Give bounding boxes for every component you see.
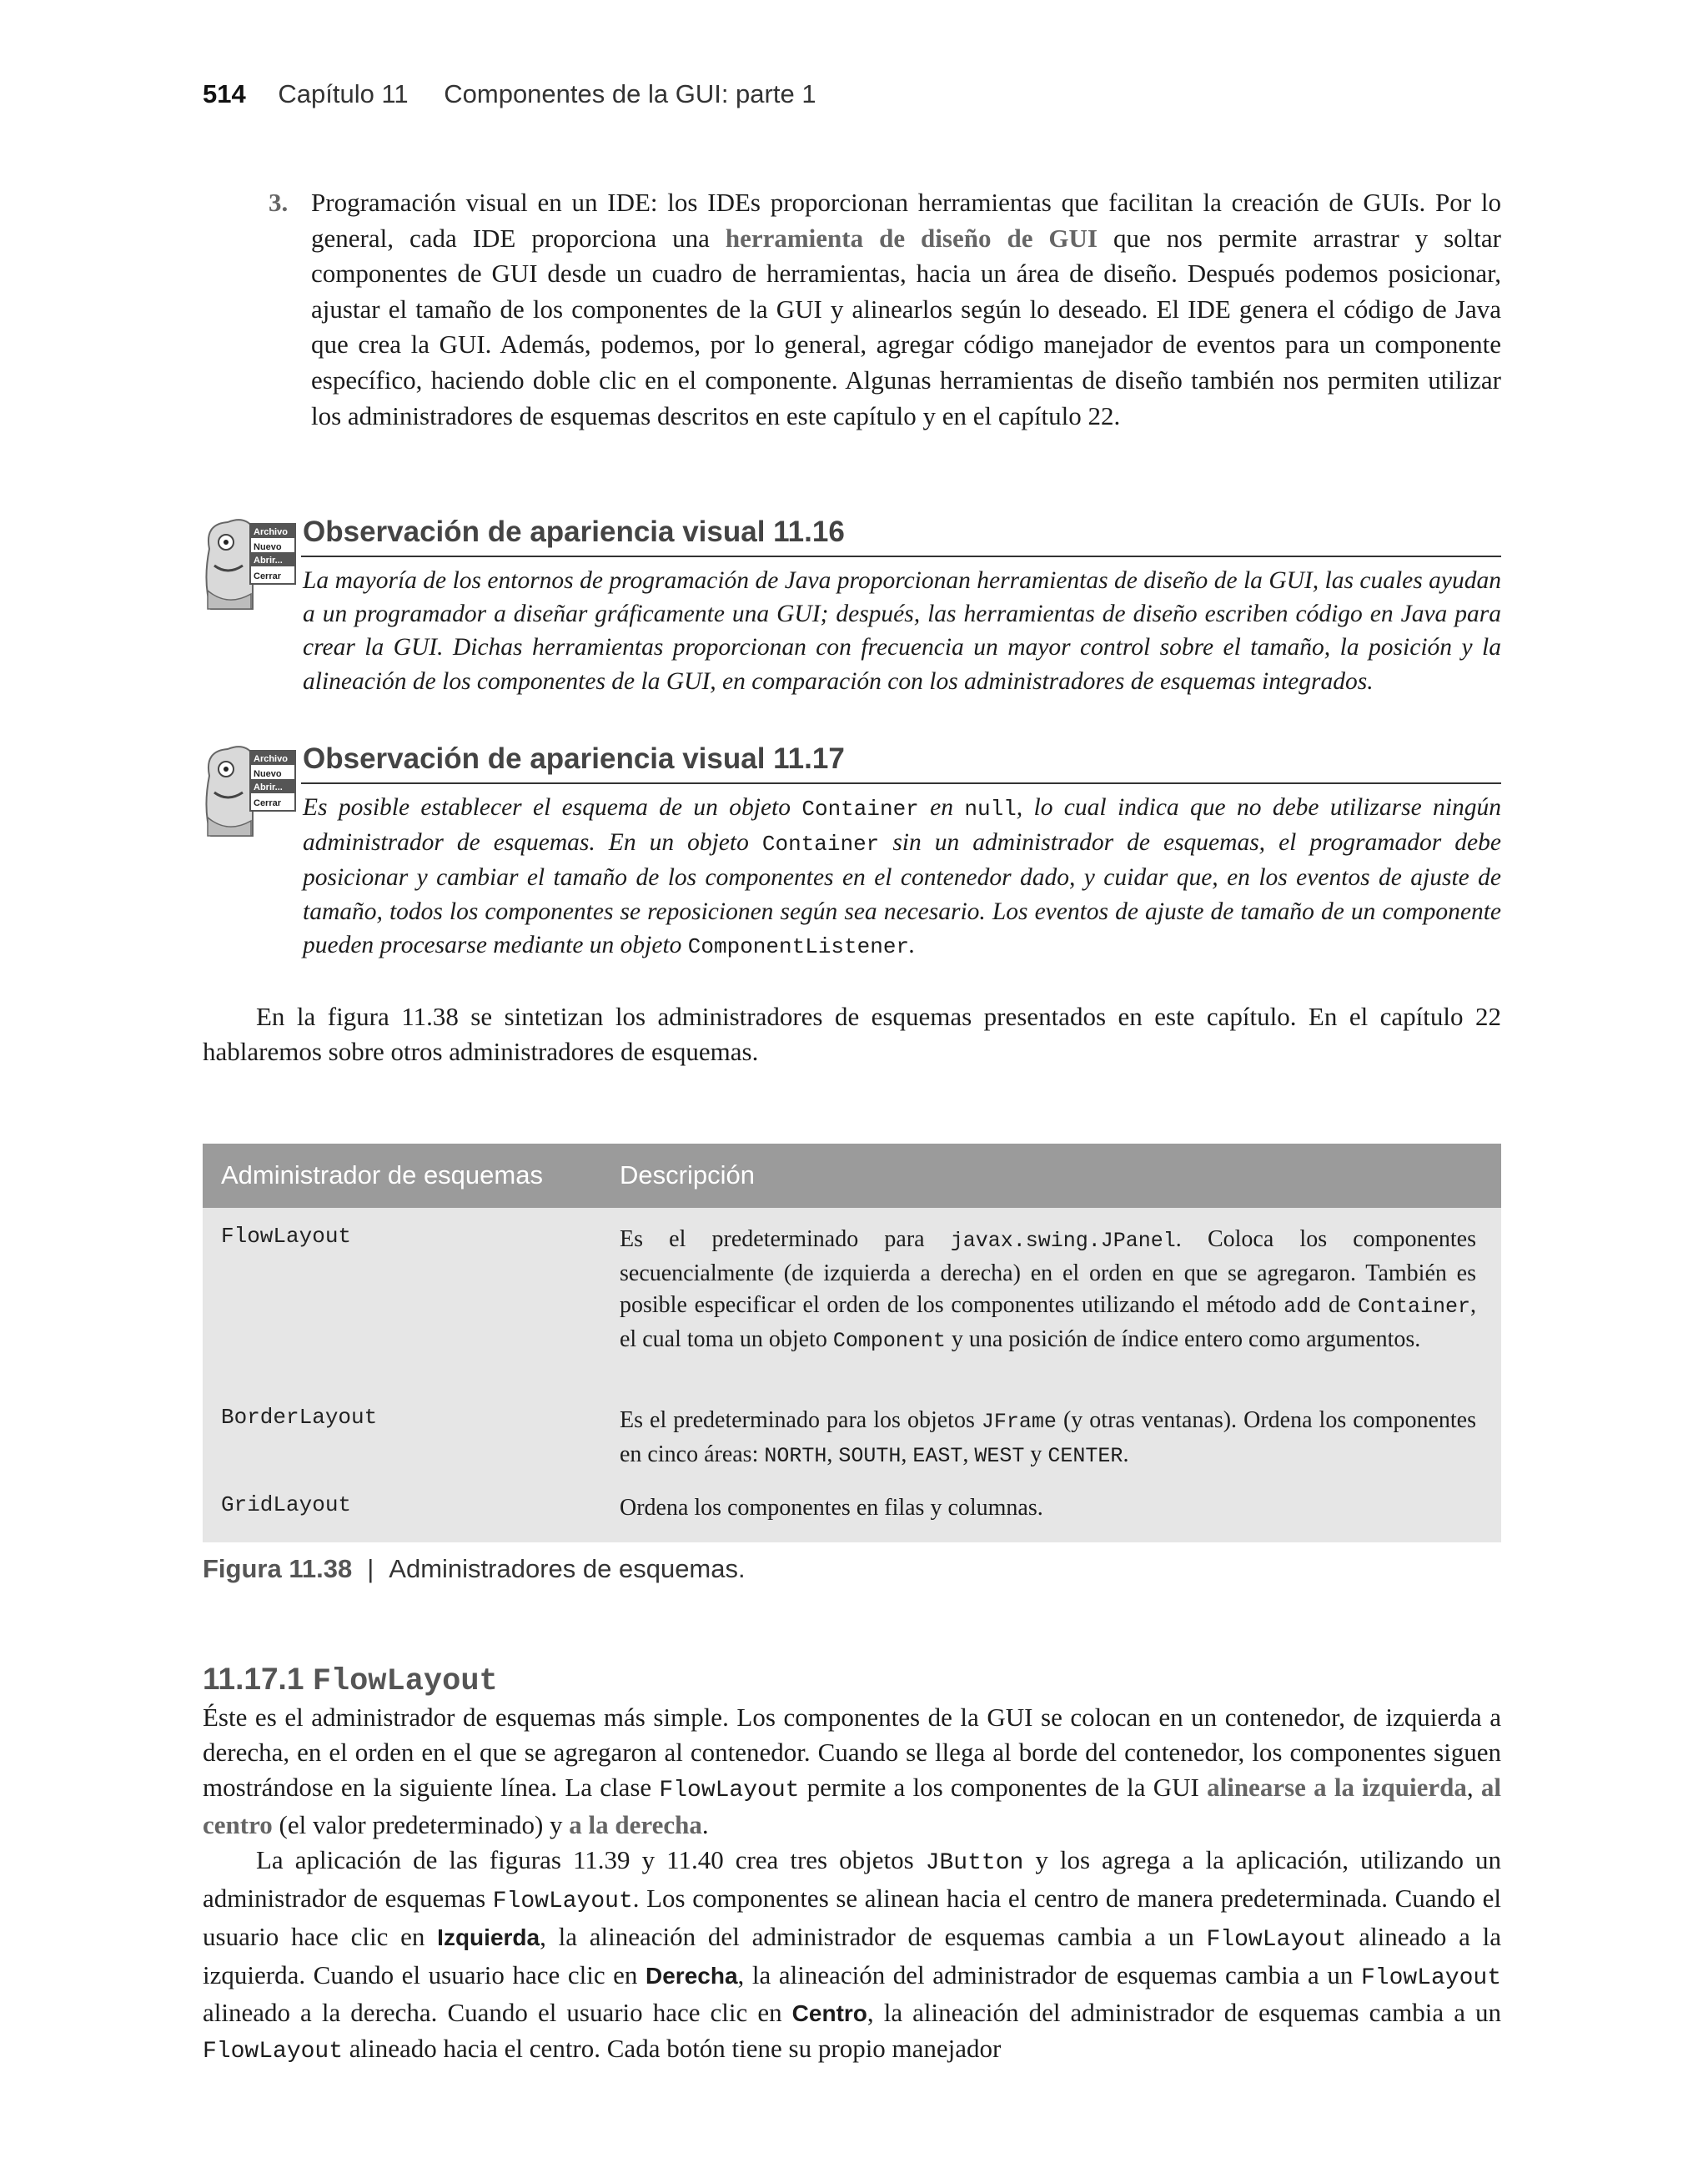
- observation-box-11-16: [203, 516, 1501, 707]
- text-run: Éste es el administrador de esquemas más simple. Los componentes de la GUI se colocan en un contenedor, de izquierda a derecha, en el orden en el que se agregaron al contenedor. Cuando se llega al borde del contenedor, los componentes siguen mostrándose en la siguiente línea. La clase: [203, 1703, 1501, 1802]
- text-run: Es posible establecer el esquema de un objeto: [303, 794, 802, 821]
- icon-menu-label: Nuevo: [254, 769, 282, 779]
- code-term: WEST: [974, 1443, 1025, 1468]
- caption-separator: |: [367, 1554, 374, 1583]
- chapter-label: Capítulo 11: [278, 79, 409, 108]
- text-run: ,: [901, 1441, 913, 1467]
- layout-description: Ordena los componentes en filas y columnas.: [620, 1495, 1043, 1521]
- page-number: 514: [203, 79, 246, 108]
- list-item-number: 3.: [269, 188, 289, 217]
- layout-name: GridLayout: [221, 1492, 352, 1517]
- icon-menu-label: Abrir...: [254, 556, 283, 566]
- text-run: . Coloca los componentes secuencialmente (de izquierda a derecha) en el orden en que se agregaron. También es posible especificar el orden de los componentes utilizando el método: [620, 1226, 1476, 1318]
- button-label-ref: Izquierda: [437, 1924, 540, 1950]
- text-run: y una posición de índice entero como argumentos.: [945, 1325, 1421, 1352]
- layout-managers-table: [203, 1144, 1501, 1542]
- text-run: , lo cual indica que no debe utilizarse ningún administrador de esquemas. En un objeto: [303, 794, 1501, 857]
- key-term: herramienta de diseño de GUI: [725, 223, 1098, 253]
- text-run: que nos permite arrastrar y soltar componentes de GUI desde un cuadro de herramientas, hacia un área de diseño. Después podemos posicionar, ajustar el tamaño de los componentes de la GUI y alinearlos según lo deseado. El IDE genera el código de Java que crea la GUI. Además, podemos, por lo general, agregar código manejador de eventos para un componente específico, haciendo doble clic en el componente. Algunas herramientas de diseño también nos permiten utilizar los administradores de esquemas descritos en este capítulo y en el capítulo 22.: [311, 223, 1501, 430]
- text-run: de: [1321, 1292, 1358, 1318]
- code-term: FlowLayout: [1360, 1964, 1501, 1991]
- key-term: alinearse a la izquierda: [1207, 1772, 1467, 1802]
- look-and-feel-icon: [203, 742, 296, 843]
- text-run: alineado a la derecha. Cuando el usuario hace clic en: [203, 1998, 792, 2028]
- icon-menu-label: Cerrar: [254, 571, 282, 581]
- paragraph: [203, 1700, 1501, 1843]
- intro-paragraph: En la figura 11.38 se sintetizan los administradores de esquemas presentados en este capítulo. En el capítulo 22 hablaremos sobre otros administradores de esquemas.: [203, 1002, 1501, 1066]
- table-header: [203, 1144, 1501, 1208]
- paragraph: [203, 1843, 1501, 2070]
- text-run: La aplicación de las figuras 11.39 y 11.40 crea tres objetos: [256, 1845, 926, 1875]
- code-term: Container: [801, 797, 919, 822]
- code-term: add: [1284, 1295, 1322, 1319]
- code-term: EAST: [912, 1443, 963, 1468]
- text-run: permite a los componentes de la GUI: [799, 1772, 1208, 1802]
- icon-menu-label: Cerrar: [254, 798, 282, 808]
- text-run: ,: [962, 1441, 975, 1467]
- code-term: Container: [761, 832, 880, 858]
- chapter-title: Componentes de la GUI: parte 1: [444, 79, 816, 108]
- text-run: .: [1123, 1441, 1129, 1467]
- layout-description: [620, 1405, 1476, 1472]
- text-run: , la alineación del administrador de esquemas cambia a un: [867, 1998, 1502, 2028]
- text-run: (el valor predeterminado) y: [272, 1810, 570, 1840]
- code-term: Container: [1357, 1295, 1471, 1319]
- text-run: sin un administrador de esquemas, el programador debe posicionar y cambiar el tamaño de los componentes en el contenedor dado, y cuidar que, en los eventos de ajuste de tamaño, todos los componentes se reposicionen según sea necesario. Los eventos de ajuste de tamaño de un componente pueden procesarse mediante un objeto: [303, 829, 1501, 958]
- observation-title: Observación de apariencia visual 11.17: [303, 742, 845, 775]
- observation-rule: [301, 556, 1501, 557]
- icon-menu-label: Archivo: [254, 754, 288, 764]
- text-run: ,: [826, 1441, 839, 1467]
- figure-caption: [203, 1554, 746, 1584]
- text-run: , el cual toma un objeto: [620, 1292, 1477, 1352]
- code-term: FlowLayout: [659, 1777, 800, 1803]
- text-run: y los agrega a la aplicación, utilizando un administrador de esquemas: [203, 1845, 1501, 1913]
- section-title: FlowLayout: [312, 1664, 498, 1699]
- text-run: . Los componentes se alinean hacia el centro de manera predeterminada. Cuando el usuario hace clic en: [203, 1883, 1501, 1951]
- icon-menu-label: Nuevo: [254, 542, 282, 552]
- code-term: FlowLayout: [203, 2039, 344, 2065]
- code-term: Component: [832, 1328, 946, 1353]
- list-item-text: [311, 185, 1501, 434]
- observation-box-11-17: [203, 742, 1501, 968]
- section-body: [203, 1700, 1501, 2070]
- observation-body: [303, 791, 1501, 963]
- code-term: SOUTH: [838, 1443, 902, 1468]
- list-item-3: [269, 185, 1501, 434]
- key-term: a la derecha: [569, 1810, 702, 1840]
- column-header: Descripción: [620, 1160, 755, 1190]
- button-label-ref: Derecha: [646, 1962, 738, 1989]
- layout-name: BorderLayout: [221, 1405, 378, 1430]
- code-term: javax.swing.JPanel: [950, 1229, 1176, 1253]
- observation-rule: [301, 782, 1501, 784]
- text-run: alineado hacia el centro. Cada botón tiene su propio manejador: [343, 2034, 1002, 2064]
- section-heading: [203, 1662, 498, 1699]
- text-run: , la alineación del administrador de esquemas cambia a un: [540, 1921, 1207, 1951]
- text-run: Es el predeterminado para los objetos: [620, 1407, 982, 1433]
- text-run: alineado a la izquierda. Cuando el usuario hace clic en: [203, 1921, 1502, 1989]
- caption-text: Administradores de esquemas.: [389, 1554, 746, 1583]
- text-run: .: [701, 1810, 709, 1840]
- icon-menu-label: Abrir...: [254, 782, 283, 792]
- code-term: FlowLayout: [492, 1888, 633, 1914]
- observation-title: Observación de apariencia visual 11.16: [303, 516, 845, 548]
- key-term: al centro: [203, 1772, 1501, 1840]
- code-term: null: [964, 797, 1017, 822]
- layout-name: FlowLayout: [221, 1224, 352, 1249]
- look-and-feel-icon: [203, 516, 296, 616]
- button-label-ref: Centro: [791, 2000, 867, 2027]
- code-term: ComponentListener: [687, 933, 910, 959]
- layout-description: [620, 1224, 1476, 1357]
- code-term: CENTER: [1047, 1443, 1123, 1468]
- running-header: [203, 79, 816, 109]
- text-run: .: [909, 931, 916, 958]
- text-run: y: [1024, 1441, 1048, 1467]
- section-number: 11.17.1: [203, 1662, 304, 1696]
- code-term: FlowLayout: [1206, 1926, 1347, 1953]
- observation-body: La mayoría de los entornos de programación de Java proporcionan herramientas de diseño de la GUI, las cuales ayudan a un programador a diseñar gráficamente una GUI; después, las herramientas de diseño escriben código en Java para crear la GUI. Dichas herramientas proporcionan con frecuencia un mayor control sobre el tamaño, la posición y la alineación de los componentes de la GUI, en comparación con los administradores de esquemas integrados.: [303, 567, 1501, 695]
- text-run: , la alineación del administrador de esquemas cambia a un: [737, 1959, 1361, 1989]
- code-term: NORTH: [764, 1443, 827, 1468]
- figure-label: Figura 11.38: [203, 1554, 353, 1583]
- text-run: Programación visual en un IDE: los IDEs proporcionan herramientas que facilitan la creación de GUIs. Por lo general, cada IDE proporciona una: [311, 188, 1501, 253]
- text-run: (y otras ventanas). Ordena los componentes en cinco áreas:: [620, 1407, 1476, 1467]
- text-run: ,: [1466, 1772, 1481, 1802]
- text-run: Es el predeterminado para: [620, 1226, 951, 1252]
- icon-menu-label: Archivo: [254, 527, 288, 537]
- column-header: Administrador de esquemas: [221, 1160, 543, 1190]
- code-term: JButton: [925, 1850, 1024, 1877]
- code-term: JFrame: [981, 1410, 1057, 1434]
- text-run: en: [918, 794, 965, 821]
